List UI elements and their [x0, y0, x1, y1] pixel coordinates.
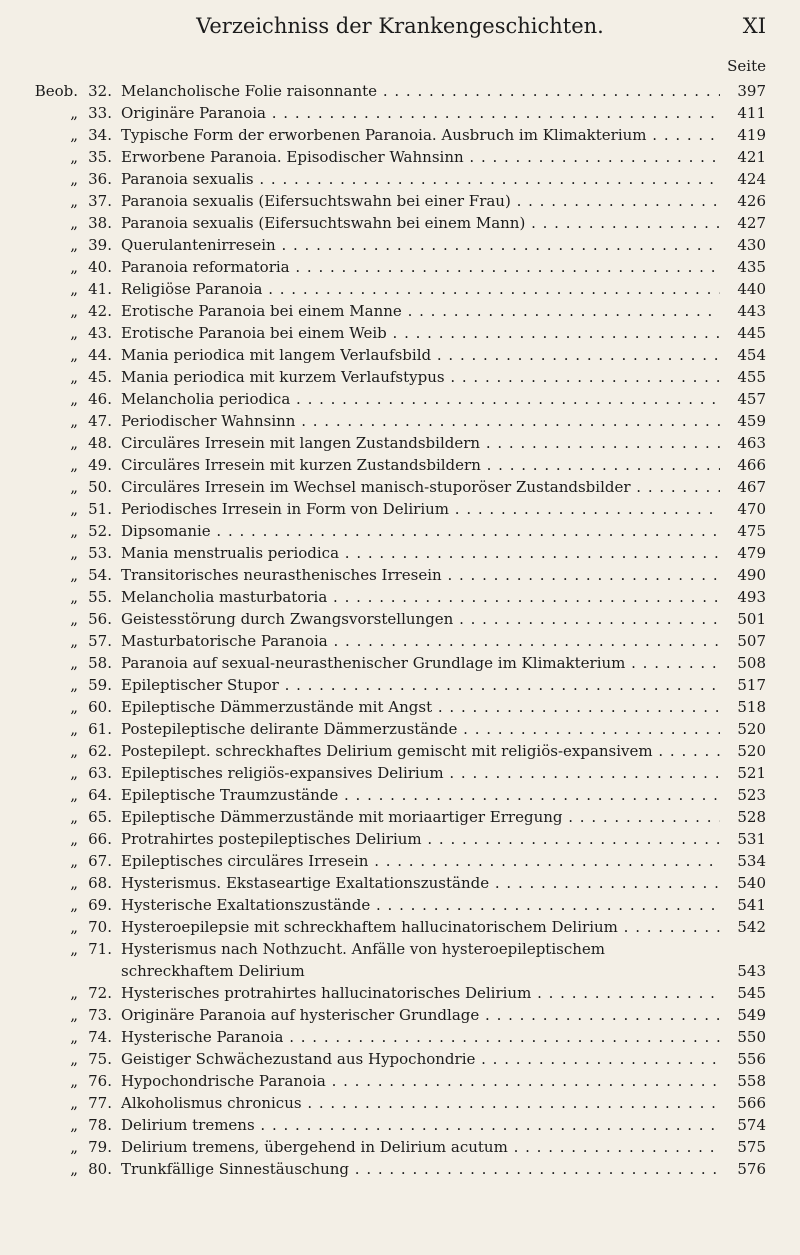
entry-page: 520 — [737, 742, 766, 760]
entry-number: 75. — [88, 1050, 112, 1068]
toc-entry — [0, 938, 800, 982]
entry-page: 566 — [737, 1094, 766, 1112]
toc-entry — [0, 1114, 800, 1136]
entry-prefix: „ — [70, 280, 78, 298]
entry-prefix: „ — [70, 544, 78, 562]
entry-number: 64. — [88, 786, 112, 804]
entry-title: Circuläres Irresein im Wechsel manisch-stuporöser Zustandsbilder . . . — [121, 476, 720, 498]
entry-number: 55. — [88, 588, 112, 606]
entry-page: 419 — [737, 126, 766, 144]
entry-number: 43. — [88, 324, 112, 342]
entry-page: 550 — [737, 1028, 766, 1046]
entry-prefix: „ — [70, 236, 78, 254]
entry-page: 531 — [737, 830, 766, 848]
entry-number: 33. — [88, 104, 112, 122]
entry-prefix: „ — [70, 984, 78, 1002]
entry-prefix: „ — [70, 434, 78, 452]
entry-page: 545 — [737, 984, 766, 1002]
entry-prefix: „ — [70, 500, 78, 518]
entry-prefix: „ — [70, 654, 78, 672]
entry-prefix: „ — [70, 258, 78, 276]
entry-number: 59. — [88, 676, 112, 694]
toc-entry — [0, 1158, 800, 1180]
entry-title: Delirium tremens, übergehend in Delirium acutum . . . — [121, 1136, 720, 1158]
entry-prefix: „ — [70, 1094, 78, 1112]
entry-number: 44. — [88, 346, 112, 364]
toc-entry — [0, 740, 800, 762]
entry-title: Alkoholismus chronicus . . . — [121, 1092, 720, 1114]
entry-title: Trunkfällige Sinnestäuschung . . . — [121, 1158, 720, 1180]
toc-entry — [0, 454, 800, 476]
entry-prefix: „ — [70, 566, 78, 584]
entry-prefix: „ — [70, 412, 78, 430]
entry-title: Masturbatorische Paranoia . . . — [121, 630, 720, 652]
toc-entry — [0, 1136, 800, 1158]
entry-title: Epileptische Dämmerzustände mit moriaartiger Erregung . . . — [121, 806, 720, 828]
entry-prefix: „ — [70, 192, 78, 210]
entry-page: 528 — [737, 808, 766, 826]
entry-title: Geistiger Schwächezustand aus Hypochondrie . . . — [121, 1048, 720, 1070]
entry-page: 455 — [737, 368, 766, 386]
toc-entry — [0, 652, 800, 674]
entry-prefix: „ — [70, 742, 78, 760]
entry-title: Mania periodica mit kurzem Verlaufstypus . . . — [121, 366, 720, 388]
entry-number: 70. — [88, 918, 112, 936]
entry-prefix: „ — [70, 1116, 78, 1134]
entry-prefix: „ — [70, 170, 78, 188]
entry-page: 520 — [737, 720, 766, 738]
entry-prefix: „ — [70, 1072, 78, 1090]
entry-page: 479 — [737, 544, 766, 562]
entry-number: 61. — [88, 720, 112, 738]
toc-entry — [0, 146, 800, 168]
entry-page: 493 — [737, 588, 766, 606]
entry-prefix: „ — [70, 676, 78, 694]
entry-title: Originäre Paranoia . . . — [121, 102, 720, 124]
entry-prefix: „ — [70, 1050, 78, 1068]
entry-prefix: „ — [70, 148, 78, 166]
entry-page: 507 — [737, 632, 766, 650]
entry-number: 57. — [88, 632, 112, 650]
toc-entry — [0, 916, 800, 938]
entry-title: Postepileptische delirante Dämmerzustände . . . — [121, 718, 720, 740]
entry-number: 45. — [88, 368, 112, 386]
entry-title: Paranoia sexualis . . . — [121, 168, 720, 190]
entry-page: 574 — [737, 1116, 766, 1134]
entry-prefix: „ — [70, 302, 78, 320]
entry-title: Protrahirtes postepileptisches Delirium . . . — [121, 828, 720, 850]
entry-number: 49. — [88, 456, 112, 474]
entry-prefix: „ — [70, 830, 78, 848]
entry-title: Epileptischer Stupor . . . — [121, 674, 720, 696]
entry-number: 67. — [88, 852, 112, 870]
toc-entry — [0, 828, 800, 850]
entry-prefix: „ — [70, 786, 78, 804]
entry-page: 459 — [737, 412, 766, 430]
toc-entry — [0, 498, 800, 520]
entry-title: Hypochondrische Paranoia . . . — [121, 1070, 720, 1092]
entry-number: 51. — [88, 500, 112, 518]
entry-number: 79. — [88, 1138, 112, 1156]
entry-title: Circuläres Irresein mit kurzen Zustandsbildern . . . — [121, 454, 720, 476]
entry-prefix: „ — [70, 808, 78, 826]
entry-title: Mania periodica mit langem Verlaufsbild . . . — [121, 344, 720, 366]
toc-entry — [0, 564, 800, 586]
entry-number: 52. — [88, 522, 112, 540]
entry-prefix: „ — [70, 852, 78, 870]
entry-number: 74. — [88, 1028, 112, 1046]
entry-prefix: „ — [70, 214, 78, 232]
entry-page: 463 — [737, 434, 766, 452]
entry-page: 440 — [737, 280, 766, 298]
entry-page: 540 — [737, 874, 766, 892]
entry-title: Epileptische Dämmerzustände mit Angst . . . — [121, 696, 720, 718]
entry-title: Hysterische Paranoia . . . — [121, 1026, 720, 1048]
entry-number: 72. — [88, 984, 112, 1002]
entry-prefix: „ — [70, 324, 78, 342]
entry-page: 542 — [737, 918, 766, 936]
entry-number: 60. — [88, 698, 112, 716]
entry-page: 397 — [737, 82, 766, 100]
entry-number: 53. — [88, 544, 112, 562]
entry-prefix: „ — [70, 368, 78, 386]
entry-page: 427 — [737, 214, 766, 232]
entry-number: 35. — [88, 148, 112, 166]
entry-title: Hysteroepilepsie mit schreckhaftem hallucinatorischem Delirium . . . — [121, 916, 720, 938]
entry-page: 549 — [737, 1006, 766, 1024]
toc-entry — [0, 212, 800, 234]
toc-entry — [0, 872, 800, 894]
entry-number: 77. — [88, 1094, 112, 1112]
entry-page: 517 — [737, 676, 766, 694]
entry-page: 534 — [737, 852, 766, 870]
entry-page: 556 — [737, 1050, 766, 1068]
toc-entry — [0, 1004, 800, 1026]
entry-page: 466 — [737, 456, 766, 474]
entry-page: 543 — [737, 962, 766, 980]
entry-number: 58. — [88, 654, 112, 672]
entry-number: 38. — [88, 214, 112, 232]
entry-prefix: „ — [70, 896, 78, 914]
entry-page: 424 — [737, 170, 766, 188]
entry-title: Periodischer Wahnsinn . . . — [121, 410, 720, 432]
toc-entry — [0, 1026, 800, 1048]
toc-entry — [0, 366, 800, 388]
entry-title: Hysterische Exaltationszustände . . . — [121, 894, 720, 916]
entry-prefix: „ — [70, 346, 78, 364]
entry-number: 40. — [88, 258, 112, 276]
entry-number: 66. — [88, 830, 112, 848]
toc-entry — [0, 344, 800, 366]
entry-title: Melancholische Folie raisonnante . . . — [121, 80, 720, 102]
entry-page: 467 — [737, 478, 766, 496]
entry-page: 470 — [737, 500, 766, 518]
entry-number: 39. — [88, 236, 112, 254]
entry-number: 42. — [88, 302, 112, 320]
entry-number: 56. — [88, 610, 112, 628]
toc-entry — [0, 762, 800, 784]
entry-prefix: „ — [70, 1160, 78, 1178]
entry-title: Hysterisches protrahirtes hallucinatorisches Delirium . . . — [121, 982, 720, 1004]
entry-prefix: „ — [70, 104, 78, 122]
entry-page: 475 — [737, 522, 766, 540]
column-heading-seite: Seite — [727, 57, 766, 75]
entry-title: Postepilept. schreckhaftes Delirium gemischt mit religiös-expansivem . . . — [121, 740, 720, 762]
entry-page: 411 — [737, 104, 766, 122]
entry-number: 48. — [88, 434, 112, 452]
entry-prefix: „ — [70, 522, 78, 540]
entry-number: 47. — [88, 412, 112, 430]
toc-entry — [0, 630, 800, 652]
entry-title: Querulantenirresein . . . — [121, 234, 720, 256]
entry-page: 457 — [737, 390, 766, 408]
toc-entry — [0, 1092, 800, 1114]
entry-prefix: „ — [70, 720, 78, 738]
entry-title: Paranoia sexualis (Eifersuchtswahn bei einem Mann) . . . — [121, 212, 720, 234]
toc-entry — [0, 718, 800, 740]
entry-prefix: „ — [70, 764, 78, 782]
entry-page: 541 — [737, 896, 766, 914]
toc-entry — [0, 432, 800, 454]
entry-title: Paranoia sexualis (Eifersuchtswahn bei einer Frau) . . . — [121, 190, 720, 212]
toc-entry — [0, 1048, 800, 1070]
toc-entry — [0, 234, 800, 256]
entry-page: 443 — [737, 302, 766, 320]
page-number: XI — [742, 14, 766, 38]
toc-entry — [0, 278, 800, 300]
entry-number: 73. — [88, 1006, 112, 1024]
entry-page: 421 — [737, 148, 766, 166]
entry-number: 76. — [88, 1072, 112, 1090]
entry-title: Melancholia masturbatoria . . . — [121, 586, 720, 608]
toc-entry — [0, 102, 800, 124]
toc-entry — [0, 894, 800, 916]
entry-title: Hysterismus. Ekstaseartige Exaltationszustände . . . — [121, 872, 720, 894]
entry-prefix: „ — [70, 1028, 78, 1046]
entry-prefix: „ — [70, 1138, 78, 1156]
entry-page: 518 — [737, 698, 766, 716]
entry-prefix: „ — [70, 698, 78, 716]
toc-entry — [0, 168, 800, 190]
toc-entry — [0, 696, 800, 718]
entry-page: 445 — [737, 324, 766, 342]
entry-number: 71. — [88, 940, 112, 958]
entry-title: Hysterismus nach Nothzucht. Anfälle von hysteroepileptischem schreckhaftem Delirium — [121, 940, 605, 980]
entry-page: 454 — [737, 346, 766, 364]
toc-entry — [0, 80, 800, 102]
entry-page: 575 — [737, 1138, 766, 1156]
toc-entry — [0, 124, 800, 146]
toc-entry — [0, 520, 800, 542]
entry-number: 32. — [88, 82, 112, 100]
entry-title: Erotische Paranoia bei einem Manne . . . — [121, 300, 720, 322]
entry-number: 41. — [88, 280, 112, 298]
toc-entry — [0, 410, 800, 432]
entry-prefix: „ — [70, 588, 78, 606]
entry-prefix: „ — [70, 126, 78, 144]
entry-page: 435 — [737, 258, 766, 276]
entry-prefix: „ — [70, 456, 78, 474]
entry-number: 37. — [88, 192, 112, 210]
entry-prefix: „ — [70, 1006, 78, 1024]
entry-number: 69. — [88, 896, 112, 914]
entry-prefix: „ — [70, 918, 78, 936]
entry-title: Melancholia periodica . . . — [121, 388, 720, 410]
toc-entry — [0, 322, 800, 344]
toc-list — [0, 80, 800, 1180]
toc-entry — [0, 256, 800, 278]
entry-page: 508 — [737, 654, 766, 672]
entry-title: Erworbene Paranoia. Episodischer Wahnsinn . . . — [121, 146, 720, 168]
entry-title: Erotische Paranoia bei einem Weib . . . — [121, 322, 720, 344]
toc-entry — [0, 300, 800, 322]
entry-title: Delirium tremens . . . — [121, 1114, 720, 1136]
toc-entry — [0, 586, 800, 608]
entry-number: 63. — [88, 764, 112, 782]
toc-entry — [0, 850, 800, 872]
toc-entry — [0, 1070, 800, 1092]
entry-title: Originäre Paranoia auf hysterischer Grundlage . . . — [121, 1004, 720, 1026]
entry-page: 576 — [737, 1160, 766, 1178]
entry-title: Typische Form der erworbenen Paranoia. Ausbruch im Klimakterium . . . — [121, 124, 720, 146]
toc-entry — [0, 674, 800, 696]
toc-entry — [0, 784, 800, 806]
entry-prefix: „ — [70, 390, 78, 408]
toc-entry — [0, 982, 800, 1004]
entry-number: 50. — [88, 478, 112, 496]
entry-prefix: „ — [70, 632, 78, 650]
entry-number: 34. — [88, 126, 112, 144]
entry-title: Paranoia auf sexual-neurasthenischer Grundlage im Klimakterium . . . — [121, 652, 720, 674]
entry-number: 78. — [88, 1116, 112, 1134]
entry-title: Circuläres Irresein mit langen Zustandsbildern . . . — [121, 432, 720, 454]
entry-title: Religiöse Paranoia . . . — [121, 278, 720, 300]
toc-entry — [0, 388, 800, 410]
entry-prefix: Beob. — [34, 82, 78, 100]
entry-page: 490 — [737, 566, 766, 584]
toc-entry — [0, 190, 800, 212]
toc-entry — [0, 476, 800, 498]
toc-entry — [0, 542, 800, 564]
entry-title: Transitorisches neurasthenisches Irresein . . . — [121, 564, 720, 586]
entry-title: Epileptisches circuläres Irresein . . . — [121, 850, 720, 872]
entry-number: 46. — [88, 390, 112, 408]
entry-page: 430 — [737, 236, 766, 254]
entry-title: Paranoia reformatoria . . . — [121, 256, 720, 278]
entry-page: 558 — [737, 1072, 766, 1090]
entry-title: Mania menstrualis periodica . . . — [121, 542, 720, 564]
entry-title: Epileptisches religiös-expansives Delirium . . . — [121, 762, 720, 784]
entry-number: 36. — [88, 170, 112, 188]
entry-number: 65. — [88, 808, 112, 826]
entry-prefix: „ — [70, 874, 78, 892]
entry-prefix: „ — [70, 478, 78, 496]
page-title: Verzeichniss der Krankengeschichten. — [196, 14, 604, 38]
entry-page: 521 — [737, 764, 766, 782]
entry-title: Geistesstörung durch Zwangsvorstellungen . . . — [121, 608, 720, 630]
entry-number: 54. — [88, 566, 112, 584]
entry-title: Periodisches Irresein in Form von Delirium . . . — [121, 498, 720, 520]
entry-number: 62. — [88, 742, 112, 760]
entry-number: 68. — [88, 874, 112, 892]
toc-entry — [0, 608, 800, 630]
entry-number: 80. — [88, 1160, 112, 1178]
entry-page: 426 — [737, 192, 766, 210]
entry-title: Dipsomanie . . . — [121, 520, 720, 542]
entry-title: Epileptische Traumzustände . . . — [121, 784, 720, 806]
entry-page: 501 — [737, 610, 766, 628]
toc-entry — [0, 806, 800, 828]
entry-page: 523 — [737, 786, 766, 804]
entry-prefix: „ — [70, 940, 78, 958]
entry-prefix: „ — [70, 610, 78, 628]
page-header — [0, 14, 800, 44]
